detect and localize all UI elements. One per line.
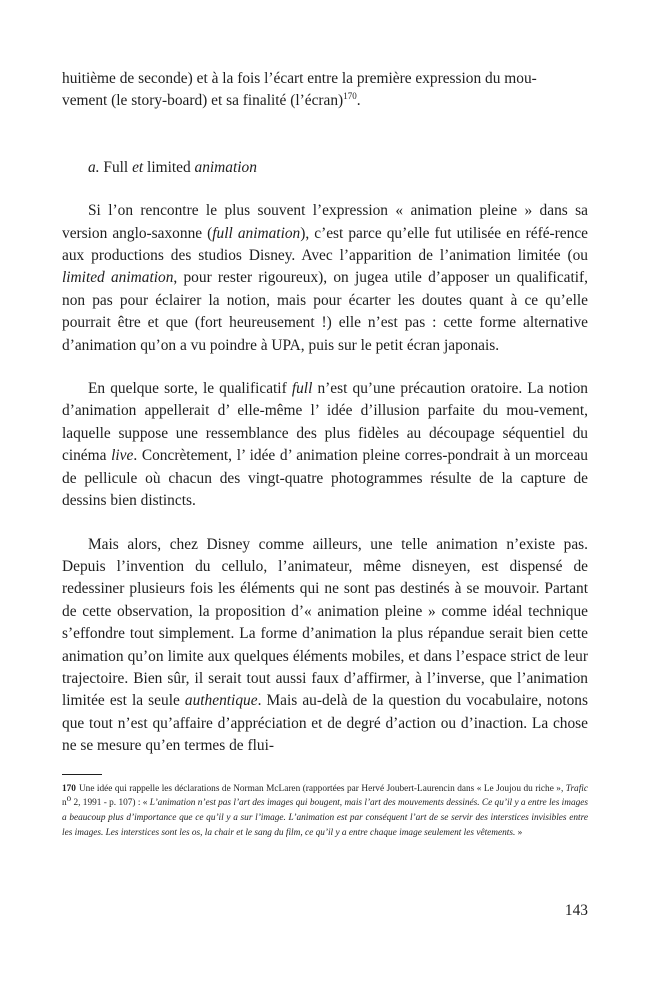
footnote-close: » [515, 827, 523, 838]
heading-word-full: Full [103, 158, 129, 176]
footnote-text-a: Une idée qui rappelle les déclarations de Norman McLaren (rapportées par Hervé Joubert-Laurencin dans « Le Joujou du riche », [78, 783, 566, 794]
p2-text-a: En quelque sorte, le qualificatif [88, 380, 292, 398]
p3-text-a: Mais alors, chez Disney comme ailleurs, une telle animation n’existe pas. Depuis l’invention du cellulo, l’animateur, même disneyen, est dispensé de redessiner plusieurs fois les éléments qui ne sont pas destinés à se mouvoir. Partant de cette observation, la proposition d’« animation pleine » comme idéal technique s’effondre tout simplement. La forme d’animation la plus répandue serait bien cette animation qu’on limite aux quelques éléments mobiles, et dans l’espace strict de leur trajectoire. Bien sûr, il serait tout aussi faux d’affirmer, à l’inverse, que l’animation limitée est la seule [62, 535, 588, 710]
intro-paragraph [62, 68, 588, 113]
footnote-number: 170 [62, 783, 76, 794]
footnote-170 [62, 782, 588, 841]
footnote-divider [62, 774, 102, 775]
p2-italic-live: live [111, 447, 134, 465]
p3-italic-authentique: authentique [184, 692, 258, 710]
paragraph-1 [62, 200, 588, 357]
p1-text-c: , pour rester rigoureux), on jugea utile d’apposer un qualificatif, non pas pour éclairer la notion, mais pour écarter les doutes quant à ce qu’elle pourrait être et que (fort heureusement !) elle n’est pas : cette forme alternative d’animation qu’on a vu poindre à UPA, puis sur le petit écran japonais. [62, 269, 589, 354]
intro-line-1: huitième de seconde) et à la fois l’écart entre la première expression du mou- [62, 70, 537, 87]
intro-line-2: vement (le story-board) et sa finalité (l’écran) [62, 92, 344, 110]
heading-letter: a. [88, 158, 100, 176]
footnote-superscript: o [66, 793, 72, 804]
intro-end: . [356, 92, 361, 110]
footnote-reference[interactable]: 170 [343, 91, 357, 102]
heading-word-animation: animation [194, 158, 257, 176]
footnote-text-c: 2, 1991 - p. 107) : « [71, 798, 150, 809]
heading-word-limited: limited [147, 158, 191, 176]
paragraph-3 [62, 534, 588, 758]
section-heading [62, 157, 588, 179]
p2-text-c: . Concrètement, l’ idée d’ animation pleine corres-pondrait à un morceau de pellicule où chacun des vingt-quatre photogrammes résulte de la capture de dessins bien distincts. [62, 447, 588, 510]
paragraph-2 [62, 378, 588, 512]
p1-italic-limited-animation: limited animation [62, 269, 174, 287]
p1-text-b: ), c’est parce qu’elle fut utilisée en réfé-rence aux productions des studios Disney. Avec l’apparition de l’animation limitée (ou [62, 224, 588, 265]
footnote-quote: L’animation n’est pas l’art des images qui bougent, mais l’art des mouvements dessinés. Ce qu’il y a entre les images a beaucoup plus d’importance que ce qu’il y a sur l’image. L’animation est par conséquent l’art de se servir des interstices invisibles entre les images. Les interstices sont les os, la chair et le sang du film, ce qu’il y a entre chaque image seulement les vêtements. [62, 798, 588, 838]
p1-italic-full-animation: full animation [212, 224, 301, 242]
p2-text-b: n’est qu’une précaution oratoire. La notion d’animation appellerait d’ elle-même l’ idée d’illusion parfaite du mou-vement, laquelle suppose une ressemblance des plus fidèles au découpage séquentiel du cinéma [62, 380, 588, 465]
p3-text-b: . Mais au-delà de la question du vocabulaire, notons que tout n’est qu’affaire d’appréciation et de degré d’action ou d’inaction. La chose ne se mesure qu’en termes de flui- [62, 692, 588, 755]
heading-word-et: et [132, 158, 144, 176]
page-body [62, 68, 588, 841]
p2-italic-full: full [291, 380, 313, 398]
footnote-journal: Trafic [565, 783, 588, 794]
footnote-text-b: n [62, 798, 67, 809]
page-number: 143 [564, 902, 588, 919]
p1-text-a: Si l’on rencontre le plus souvent l’expression « animation pleine » dans sa version anglo-saxonne ( [62, 202, 588, 242]
